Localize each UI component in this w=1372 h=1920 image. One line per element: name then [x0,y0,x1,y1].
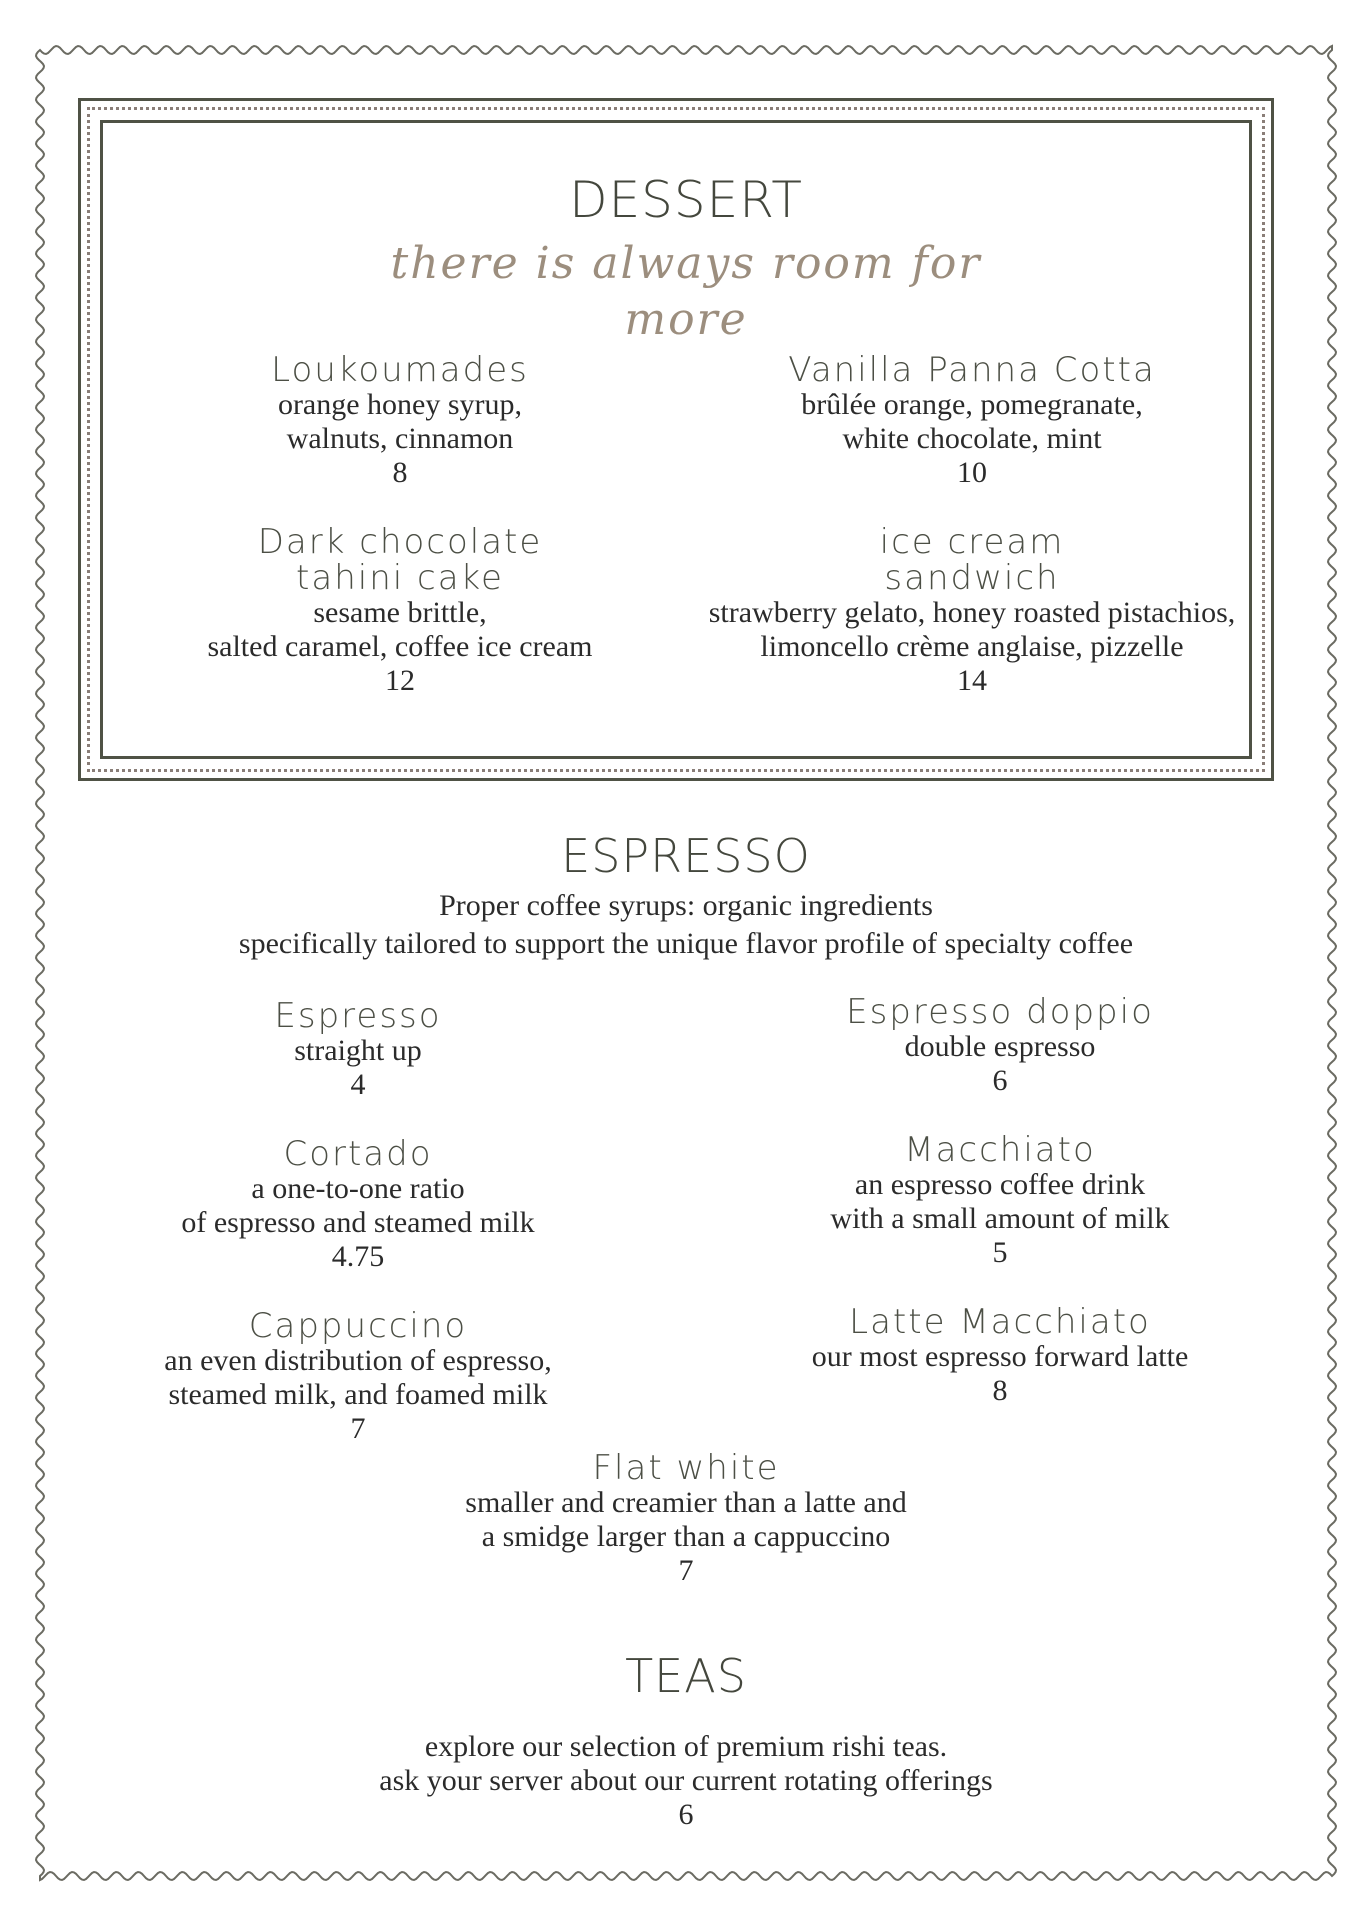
item-description: an even distribution of espresso, [164,1344,552,1377]
item-name: Cappuccino [248,1306,468,1346]
menu-item [750,1304,1250,1408]
item-price: 7 [678,1554,694,1587]
item-name: sandwich [884,558,1060,598]
menu-item [436,1450,936,1588]
item-description: straight up [294,1034,422,1067]
item-name: Latte Macchiato [849,1302,1151,1342]
espresso-title: ESPRESSO [561,829,811,883]
item-name: ice cream [879,522,1065,562]
item-description: of espresso and steamed milk [181,1206,535,1239]
teas-price: 6 [678,1798,694,1831]
teas-title: TEAS [625,1649,747,1703]
item-name: Flat white [592,1448,780,1488]
espresso-intro: specifically tailored to support the unique flavor profile of specialty coffee [238,927,1134,960]
menu-item [800,994,1200,1098]
item-name: Loukoumades [271,350,529,390]
item-price: 4 [350,1068,366,1101]
item-price: 4.75 [331,1240,385,1273]
item-description: steamed milk, and foamed milk [168,1378,548,1411]
item-description: with a small amount of milk [830,1202,1170,1235]
espresso-intro: Proper coffee syrups: organic ingredients [439,889,933,922]
item-name: tahini cake [296,558,504,598]
item-price: 6 [992,1064,1008,1097]
teas-description: explore our selection of premium rishi teas. [424,1730,948,1763]
item-price: 5 [992,1236,1008,1269]
item-name: Dark chocolate [257,522,543,562]
item-description: brûlée orange, pomegranate, [801,388,1143,421]
menu-item [108,1136,608,1274]
menu-item [750,1132,1250,1270]
item-name: Macchiato [904,1130,1096,1170]
item-price: 8 [392,456,408,489]
item-description: salted caramel, coffee ice cream [207,630,593,663]
item-description: sesame brittle, [313,596,487,629]
item-description: strawberry gelato, honey roasted pistachios, [708,596,1236,629]
item-price: 10 [957,456,987,489]
item-description: smaller and creamier than a latte and [465,1486,907,1519]
dessert-title: DESSERT [569,171,803,229]
item-price: 14 [957,664,987,697]
item-description: an espresso coffee drink [854,1168,1146,1201]
item-description: white chocolate, mint [842,422,1102,455]
item-description: our most espresso forward latte [811,1340,1189,1373]
menu-item [672,524,1272,698]
dessert-tagline: there is always room for more [390,238,982,345]
menu-item [722,352,1222,490]
item-description: double espresso [904,1030,1096,1063]
item-price: 12 [385,664,415,697]
item-description: a smidge larger than a cappuccino [481,1520,891,1553]
teas-info [236,1730,1136,1832]
item-description: a one-to-one ratio [251,1172,465,1205]
item-name: Espresso doppio [846,992,1154,1032]
item-price: 7 [350,1412,366,1445]
item-price: 8 [992,1374,1008,1407]
item-description: limoncello crème anglaise, pizzelle [760,630,1184,663]
item-name: Vanilla Panna Cotta [788,350,1156,390]
menu-item [158,998,558,1102]
menu-item [150,524,650,698]
teas-description: ask your server about our current rotating offerings [379,1764,993,1797]
item-description: walnuts, cinnamon [286,422,514,455]
menu-item [108,1308,608,1446]
item-description: orange honey syrup, [277,388,523,421]
menu-item [150,352,650,490]
item-name: Cortado [283,1134,433,1174]
item-name: Espresso [274,996,442,1036]
